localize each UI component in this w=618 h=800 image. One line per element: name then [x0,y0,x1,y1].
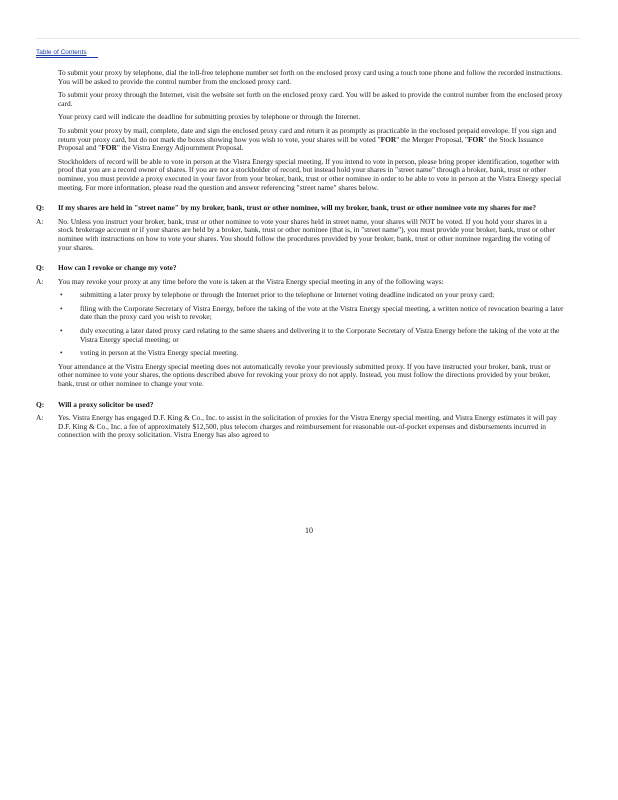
answer-proxy-solicitor: A: Yes. Vistra Energy has engaged D.F. King & Co., Inc. to assist in the solicitation of proxies for the Vistra Energy special meeting, and Vistra Energy estimates it will pay D.F. King & Co., Inc. a fee of approximately $12,500, plus telecom charges and reimbursement for reasonable out-of-pocket expenses and disbursements incurred in connection with the proxy solicitation. Vistra Energy has also agreed to [36,413,557,440]
answer-revoke-vote: A: You may revoke your proxy at any time before the vote is taken at the Vistra Energy special meeting in any of the following ways: [36,276,444,286]
q-label: Q: [36,263,45,273]
revoke-followup-paragraph: Your attendance at the Vistra Energy special meeting does not automatically revoke your previously submitted proxy. If you have instructed your broker, bank, trust or other nominee to vote your shares, the options described above for revoking your proxy do not apply. Instead, you must follow the directions provided by your broker, bank, trust or other nominee to change your vote. [58,361,551,389]
mail-paragraph: To submit your proxy by mail, complete, date and sign the enclosed proxy card and return it as promptly as practicable in the enclosed prepaid envelope. If you sign and return your proxy card, but do not mark the boxes showing how you wish to vote, your shares will be voted "FOR" the Merger Proposal, "FOR" the Stock Issuance Proposal and "FOR" the Vistra Energy Adjournment Proposal. [58,125,557,153]
list-item: • filing with the Corporate Secretary of Vistra Energy, before the taking of the vote at the Vistra Energy special meeting, a written notice of revocation bearing a later date than the proxy card you wish to revoke; [60,303,564,322]
bullet-icon: • [60,290,63,300]
question-revoke-vote: Q: How can I revoke or change my vote? [36,263,177,273]
question-street-name: Q: If my shares are held in "street name" by my broker, bank, trust or other nominee, will my broker, bank, trust or other nominee vote my shares for me? [36,203,537,213]
question-proxy-solicitor: Q: Will a proxy solicitor be used? [36,399,154,409]
a-label: A: [36,216,44,226]
a-label: A: [36,276,44,286]
bullet-icon: • [60,326,63,336]
q-label: Q: [36,399,45,409]
telephone-paragraph: To submit your proxy by telephone, dial the toll-free telephone number set forth on the enclosed proxy card using a touch tone phone and follow the recorded instructions. You will be asked to provide the control number from the enclosed proxy card. [58,68,563,86]
bullet-icon: • [60,303,63,313]
list-item: • voting in person at the Vistra Energy special meeting. [60,348,239,358]
internet-paragraph: To submit your proxy through the Internet, visit the website set forth on the enclosed proxy card. You will be asked to provide the control number from the enclosed proxy card. [58,90,563,108]
deadline-paragraph: Your proxy card will indicate the deadline for submitting proxies by telephone or through the Internet. [58,112,361,122]
stockholders-paragraph: Stockholders of record will be able to vote in person at the Vistra Energy special meeting. If you intend to vote in person, please bring proper identification, together with proof that you are a record owner of shares. If you are not a stockholder of record, but instead hold your shares in "street name" through a broker, bank, trust or other nominee, you must provide a proxy executed in your favor from your broker, bank, trust or other nominee in order to be able to vote in person at the Vistra Energy special meeting. For more information, please read the question and answer referencing "street name" shares below. [58,156,562,192]
bullet-icon: • [60,348,63,358]
list-item: • duly executing a later dated proxy card relating to the same shares and delivering it to the Corporate Secretary of Vistra Energy before the taking of the vote at the Vistra Energy special meeting; or [60,326,560,344]
toc-underline [36,57,98,58]
list-item: • submitting a later proxy by telephone or through the Internet prior to the telephone or Internet voting deadline indicated on your proxy card; [60,290,495,300]
top-rule [36,38,580,39]
q-label: Q: [36,203,45,213]
page-number: 10 [305,526,313,535]
document-body [36,69,564,445]
a-label: A: [36,413,44,423]
table-of-contents-link[interactable]: Table of Contents [36,49,87,56]
answer-street-name: A: No. Unless you instruct your broker, bank, trust or other nominee to vote your shares held in street name, your shares will NOT be voted. If you hold your shares in a stock brokerage account or if your shares are held by a broker, bank, trust or other nominee (that is, in "street name"), you must provide your broker, bank, trust or other nominee with instructions on how to vote your shares. You should follow the procedures provided by your broker, bank, trust or other nominee regarding the voting of your shares. [36,216,556,252]
